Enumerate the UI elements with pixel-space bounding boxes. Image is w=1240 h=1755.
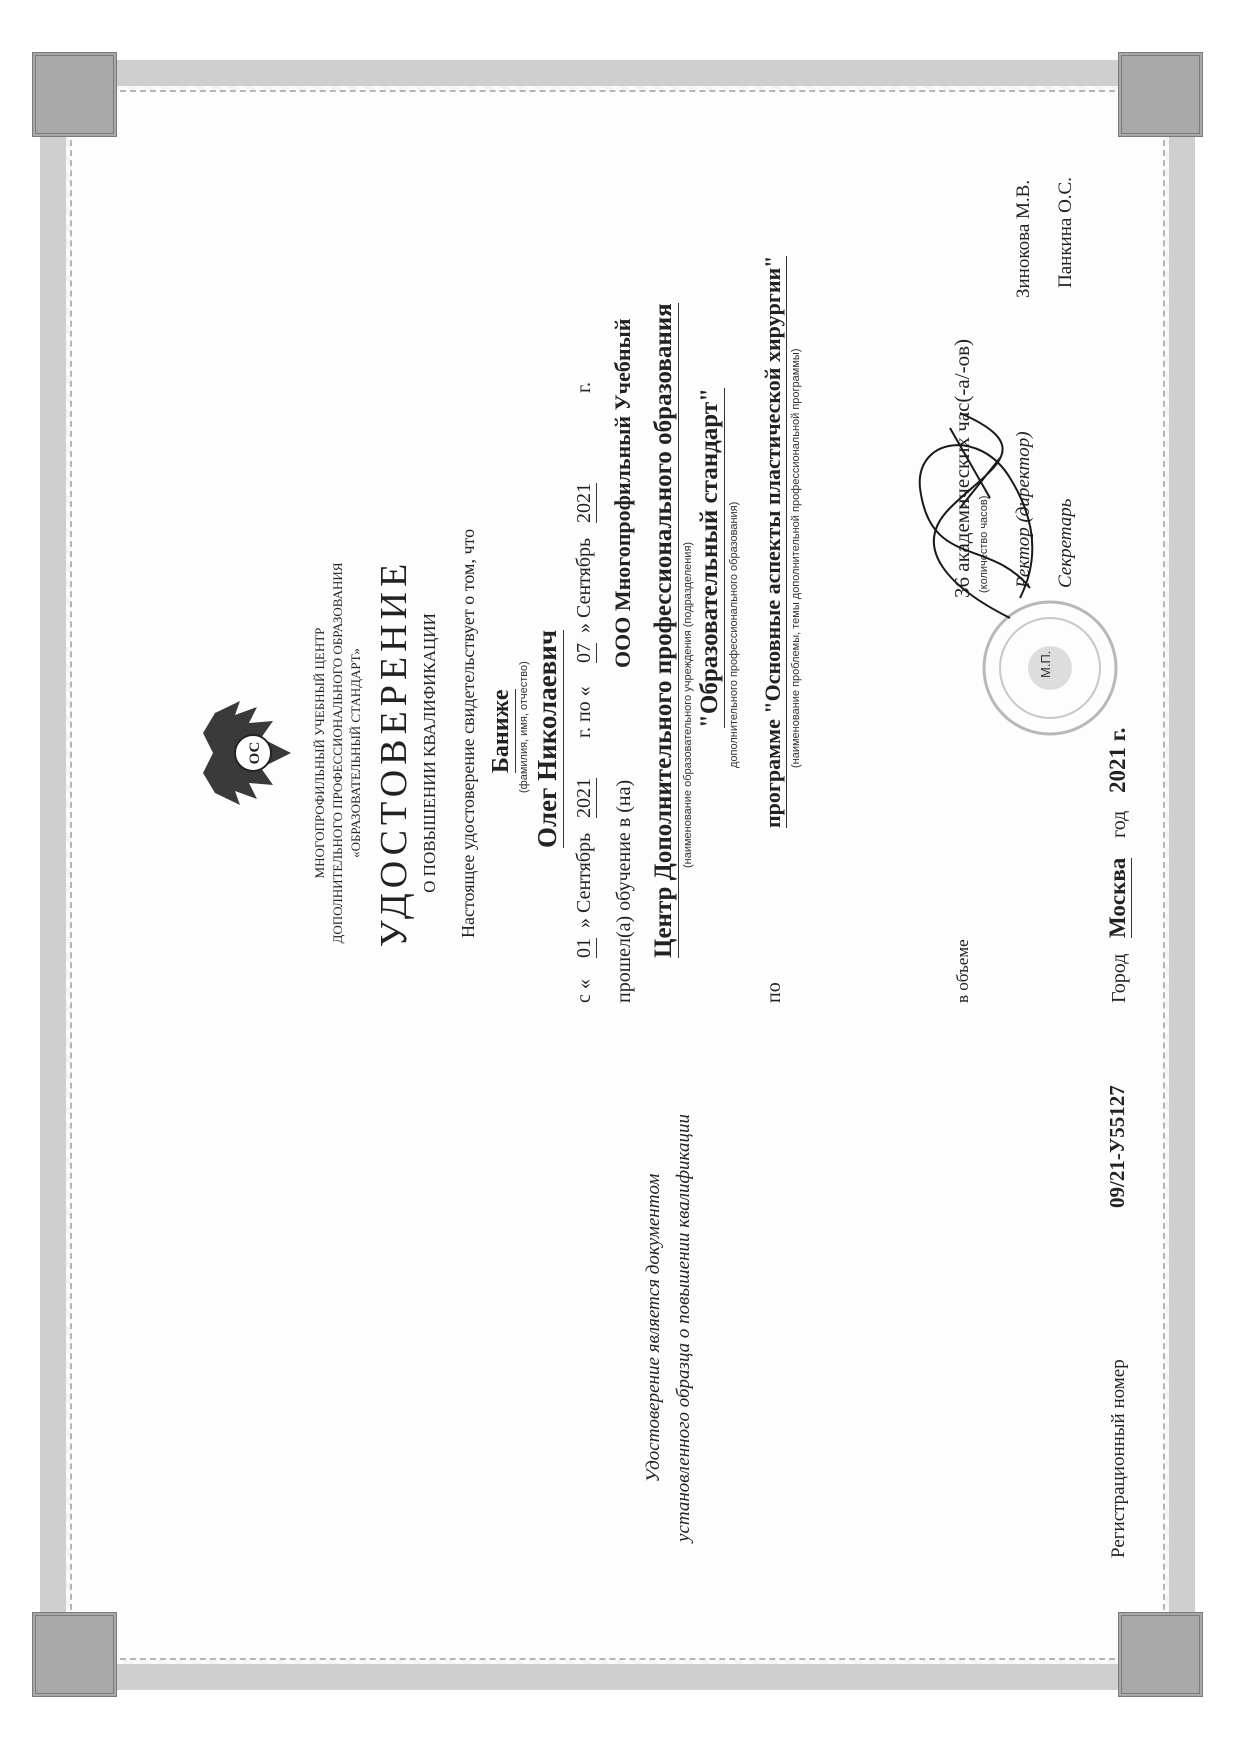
page-subtitle: О ПОВЫШЕНИИ КВАЛИФИКАЦИИ <box>420 613 439 893</box>
intro-text: Настоящее удостоверение свидетельствует о том, что <box>458 528 478 938</box>
volume-label: в объеме <box>953 939 972 1003</box>
training-label: прошел(а) обучение в (на) <box>613 779 635 1003</box>
corner-ornament <box>1118 52 1203 137</box>
volume-value: 36 академических час(-а/-ов) <box>950 339 974 598</box>
emblem-text: ОС <box>247 741 263 765</box>
training-org-caption: (наименование образовательного учреждения (подразделения) <box>682 541 694 868</box>
training-org3-caption: дополнительного профессионального образования) <box>728 501 740 768</box>
period-to-month: » Сентябрь <box>573 537 595 633</box>
eagle-emblem-icon <box>195 693 307 813</box>
program-caption: (наименование проблемы, темы дополнительной профессиональной программы) <box>790 348 802 768</box>
period-suffix: г. <box>573 382 595 393</box>
training-org-line-1: ООО Многопрофильный Учебный <box>610 318 635 668</box>
page-title: УДОСТОВЕРЕНИЕ <box>373 558 415 948</box>
training-org-line-3: "Образовательный стандарт" <box>696 387 723 728</box>
period-from-day: 01 <box>573 938 595 958</box>
person-name: Олег Николаевич <box>532 629 562 848</box>
person-surname: Банижe <box>488 689 514 773</box>
person-caption: (фамилия, имя, отчество) <box>518 661 530 793</box>
city-label: Город <box>1108 953 1130 1003</box>
period-from-month: » Сентябрь <box>573 832 595 928</box>
secretary-name: Панкина О.С. <box>1055 177 1076 288</box>
issuer-line-1: МНОГОПРОФИЛЬНЫЙ УЧЕБНЫЙ ЦЕНТР <box>312 627 327 879</box>
registration-label: Регистрационный номер <box>1108 1359 1129 1558</box>
issuer-line-2: ДОПОЛНИТЕЛЬНОГО ПРОФЕССИОНАЛЬНОГО ОБРАЗОВАНИЯ <box>330 562 345 944</box>
city-year-label: год <box>1108 810 1130 838</box>
rector-label: Ректор (директор) <box>1013 431 1034 588</box>
issuer-line-3: «ОБРАЗОВАТЕЛЬНЫЙ СТАНДАРТ» <box>348 648 363 858</box>
period-from-prefix: с « <box>573 979 595 1003</box>
program-text: программе "Основные аспекты пластической хирургии" <box>760 255 785 828</box>
period-to-prefix: г. по « <box>573 686 595 738</box>
city-year: 2021 г. <box>1105 727 1130 793</box>
corner-ornament <box>32 52 117 137</box>
left-note-line-1: Удостоверение является документом <box>643 1173 664 1483</box>
left-note-line-2: установленного образца о повышении квалификации <box>673 1114 694 1542</box>
training-org-line-2: Центр Дополнительного профессионального образования <box>650 303 677 958</box>
rector-name: Зинокова М.В. <box>1013 179 1034 298</box>
period-from-year: 2021 <box>573 778 595 818</box>
secretary-label: Секретарь <box>1055 498 1076 588</box>
city-value: Москва <box>1105 857 1130 938</box>
period-to-day: 07 <box>573 643 595 663</box>
volume-caption: (количество часов) <box>978 495 990 593</box>
stamp-label: М.П. <box>1038 650 1053 678</box>
period-to-year: 2021 <box>573 483 595 523</box>
registration-number: 09/21-У55127 <box>1105 1085 1129 1208</box>
program-label: по <box>763 982 785 1003</box>
handwritten-signature-icon <box>890 398 1060 628</box>
certificate-content <box>90 128 1150 1628</box>
